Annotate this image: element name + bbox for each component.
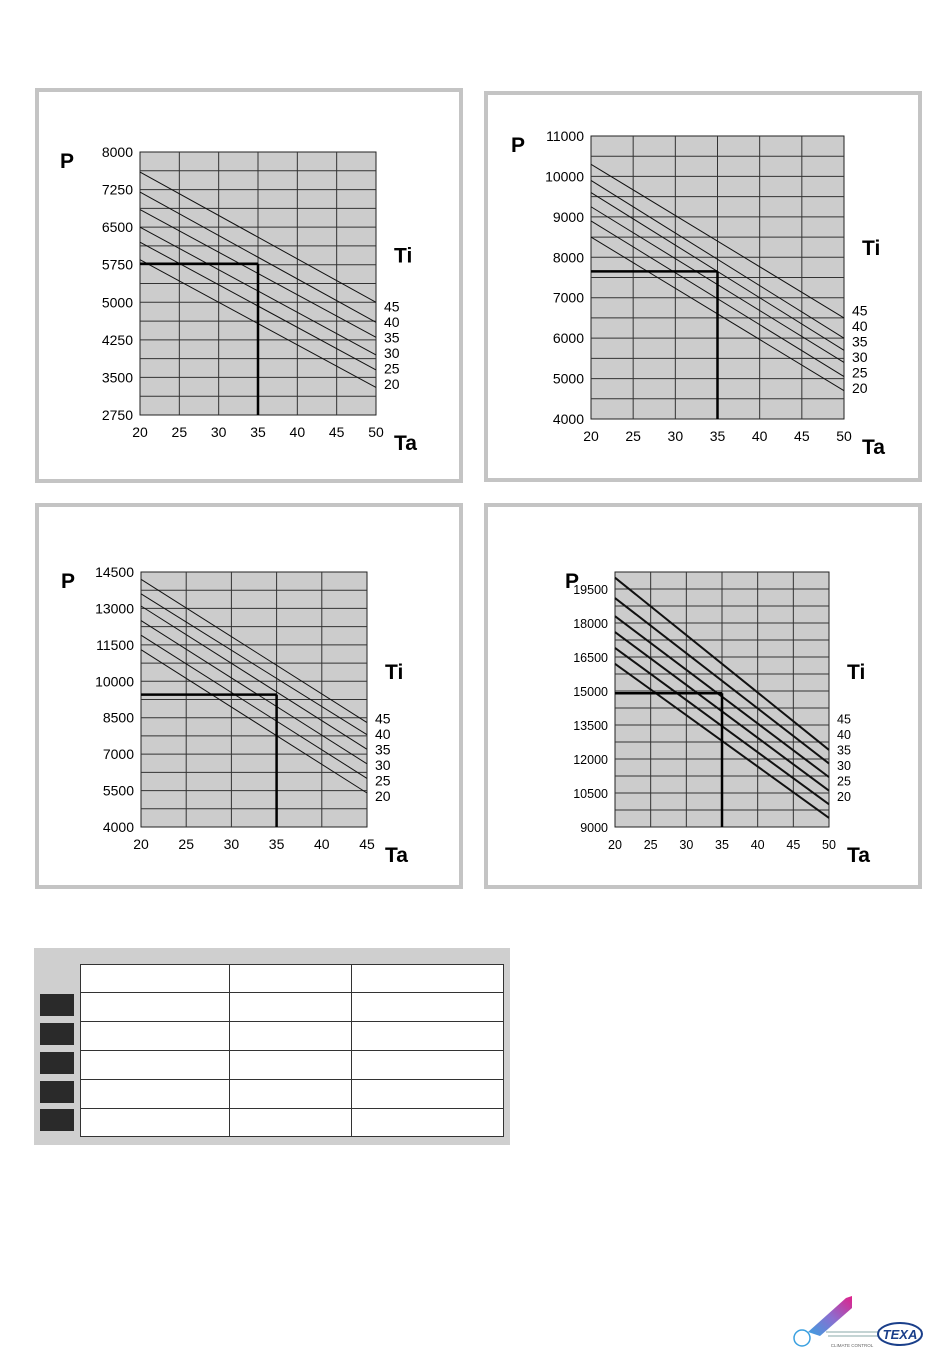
y-tick-label: 13500 [573, 719, 608, 733]
y-tick-label: 19500 [573, 583, 608, 597]
table-cell [229, 1109, 352, 1137]
series-label-25: 25 [384, 360, 400, 377]
x-tick-label: 45 [328, 424, 345, 440]
table-cell [352, 965, 504, 993]
row-marker-1 [40, 994, 74, 1016]
y-tick-label: 5500 [102, 782, 134, 799]
row-marker-2 [40, 1023, 74, 1045]
y-tick-label: 7250 [101, 181, 133, 198]
table-cell [81, 1022, 230, 1051]
chart-2 [488, 95, 918, 478]
chart-4 [488, 507, 918, 885]
x-tick-label: 30 [223, 836, 240, 852]
x-axis-title: Ta [862, 436, 885, 459]
chart-3 [39, 507, 459, 885]
snowflake-icon [794, 1330, 810, 1346]
y-tick-label: 3500 [101, 369, 133, 386]
y-tick-label: 4000 [102, 819, 134, 835]
y-tick-label: 6500 [101, 219, 133, 236]
table-cell [352, 1051, 504, 1080]
x-tick-label: 20 [132, 424, 148, 440]
table-cell [352, 993, 504, 1022]
row-marker-5 [40, 1109, 74, 1131]
x-tick-label: 40 [751, 428, 768, 444]
x-tick-label: 45 [359, 836, 375, 852]
y-axis-title: P [511, 134, 526, 157]
texa-logo [786, 1292, 926, 1357]
series-label-40: 40 [852, 318, 868, 334]
logo-tagline: CLIMATE CONTROL [830, 1343, 874, 1348]
x-tick-label: 25 [625, 428, 641, 444]
y-tick-label: 12000 [573, 753, 608, 767]
series-label-45: 45 [384, 298, 400, 315]
x-tick-label: 35 [709, 428, 726, 444]
table-cell [229, 1080, 352, 1109]
chart-panel-3 [35, 503, 463, 889]
x-tick-label: 50 [368, 424, 384, 440]
series-label-20: 20 [384, 376, 400, 392]
x-tick-label: 40 [289, 424, 306, 440]
data-table-block [34, 948, 510, 1145]
table-cell [352, 1109, 504, 1137]
chart-panel-1 [35, 88, 463, 483]
x-tick-label: 45 [794, 428, 810, 444]
series-title: Ti [394, 244, 413, 268]
y-axis-title: P [61, 570, 76, 593]
chart-panel-2 [484, 91, 922, 482]
table-row [81, 1022, 504, 1051]
table-cell [81, 1080, 230, 1109]
table-row [81, 1080, 504, 1109]
table-cell [352, 1080, 504, 1109]
y-tick-label: 5000 [101, 294, 133, 311]
logo-swoosh [808, 1296, 852, 1336]
x-tick-label: 50 [836, 428, 852, 444]
series-label-40: 40 [837, 728, 851, 742]
x-tick-label: 30 [679, 838, 694, 852]
y-tick-label: 14500 [95, 564, 134, 580]
table-cell [81, 993, 230, 1022]
y-tick-label: 13000 [95, 600, 134, 617]
series-label-45: 45 [837, 712, 851, 727]
series-label-20: 20 [852, 380, 868, 396]
series-label-45: 45 [852, 302, 868, 319]
x-tick-label: 25 [643, 838, 658, 852]
series-label-45: 45 [375, 710, 391, 727]
table-row [81, 1051, 504, 1080]
series-label-35: 35 [384, 329, 400, 346]
x-tick-label: 40 [750, 838, 765, 852]
series-title: Ti [385, 661, 404, 685]
table-cell [229, 1051, 352, 1080]
series-label-30: 30 [837, 759, 851, 773]
x-tick-label: 20 [608, 838, 622, 852]
table-cell [229, 993, 352, 1022]
series-label-25: 25 [852, 364, 868, 381]
x-tick-label: 25 [171, 424, 188, 440]
row-marker-4 [40, 1081, 74, 1103]
series-label-30: 30 [852, 349, 868, 365]
y-tick-label: 6000 [552, 330, 584, 347]
data-table [80, 964, 504, 1137]
y-tick-label: 16500 [573, 651, 608, 665]
series-label-20: 20 [375, 788, 391, 804]
table-cell [81, 1051, 230, 1080]
y-tick-label: 5000 [552, 370, 584, 387]
y-tick-label: 10000 [545, 168, 584, 185]
series-label-40: 40 [375, 726, 391, 742]
chart-1 [39, 92, 459, 479]
series-title: Ti [847, 661, 866, 685]
chart-panel-4 [484, 503, 922, 889]
table-cell [81, 965, 230, 993]
y-tick-label: 18000 [573, 617, 608, 631]
y-axis-title: P [565, 570, 580, 593]
x-tick-label: 45 [786, 838, 801, 852]
y-tick-label: 15000 [573, 685, 608, 699]
y-tick-label: 8000 [101, 144, 133, 160]
y-tick-label: 4250 [101, 331, 133, 348]
y-tick-label: 2750 [101, 407, 133, 423]
y-axis-title: P [60, 150, 75, 173]
series-label-20: 20 [837, 790, 851, 804]
x-tick-label: 50 [822, 838, 836, 852]
series-label-35: 35 [837, 743, 851, 758]
x-tick-label: 35 [715, 838, 729, 852]
y-tick-label: 10000 [95, 673, 134, 690]
logo-brand: TEXA [882, 1327, 918, 1342]
table-row [81, 1109, 504, 1137]
x-tick-label: 20 [583, 428, 599, 444]
y-tick-label: 7000 [552, 289, 584, 306]
x-axis-title: Ta [385, 844, 408, 867]
x-tick-label: 25 [178, 836, 194, 852]
x-tick-label: 30 [210, 424, 227, 440]
x-tick-label: 40 [314, 836, 330, 852]
x-tick-label: 30 [667, 428, 684, 444]
y-tick-label: 8000 [552, 249, 584, 266]
y-tick-label: 10500 [573, 787, 608, 801]
series-label-30: 30 [375, 757, 391, 773]
table-cell [229, 1022, 352, 1051]
series-label-25: 25 [837, 774, 851, 789]
y-tick-label: 9000 [552, 208, 584, 225]
table-cell [81, 1109, 230, 1137]
table-cell [229, 965, 352, 993]
y-tick-label: 11000 [546, 128, 584, 144]
y-tick-label: 9000 [580, 821, 608, 835]
x-tick-label: 20 [133, 836, 149, 852]
table-row [81, 993, 504, 1022]
series-label-25: 25 [375, 772, 391, 789]
series-label-40: 40 [384, 314, 400, 330]
table-cell [352, 1022, 504, 1051]
x-axis-title: Ta [847, 844, 870, 867]
y-tick-label: 7000 [102, 746, 134, 763]
row-marker-3 [40, 1052, 74, 1074]
x-tick-label: 35 [250, 424, 266, 440]
series-title: Ti [862, 236, 881, 260]
y-tick-label: 8500 [102, 709, 134, 726]
y-tick-label: 4000 [552, 411, 584, 427]
x-axis-title: Ta [394, 432, 417, 455]
y-tick-label: 11500 [96, 636, 134, 653]
table-header-row [81, 965, 504, 993]
series-label-30: 30 [384, 345, 400, 361]
y-tick-label: 5750 [101, 256, 133, 273]
series-label-35: 35 [852, 333, 868, 350]
series-label-35: 35 [375, 741, 391, 758]
x-tick-label: 35 [268, 836, 285, 852]
